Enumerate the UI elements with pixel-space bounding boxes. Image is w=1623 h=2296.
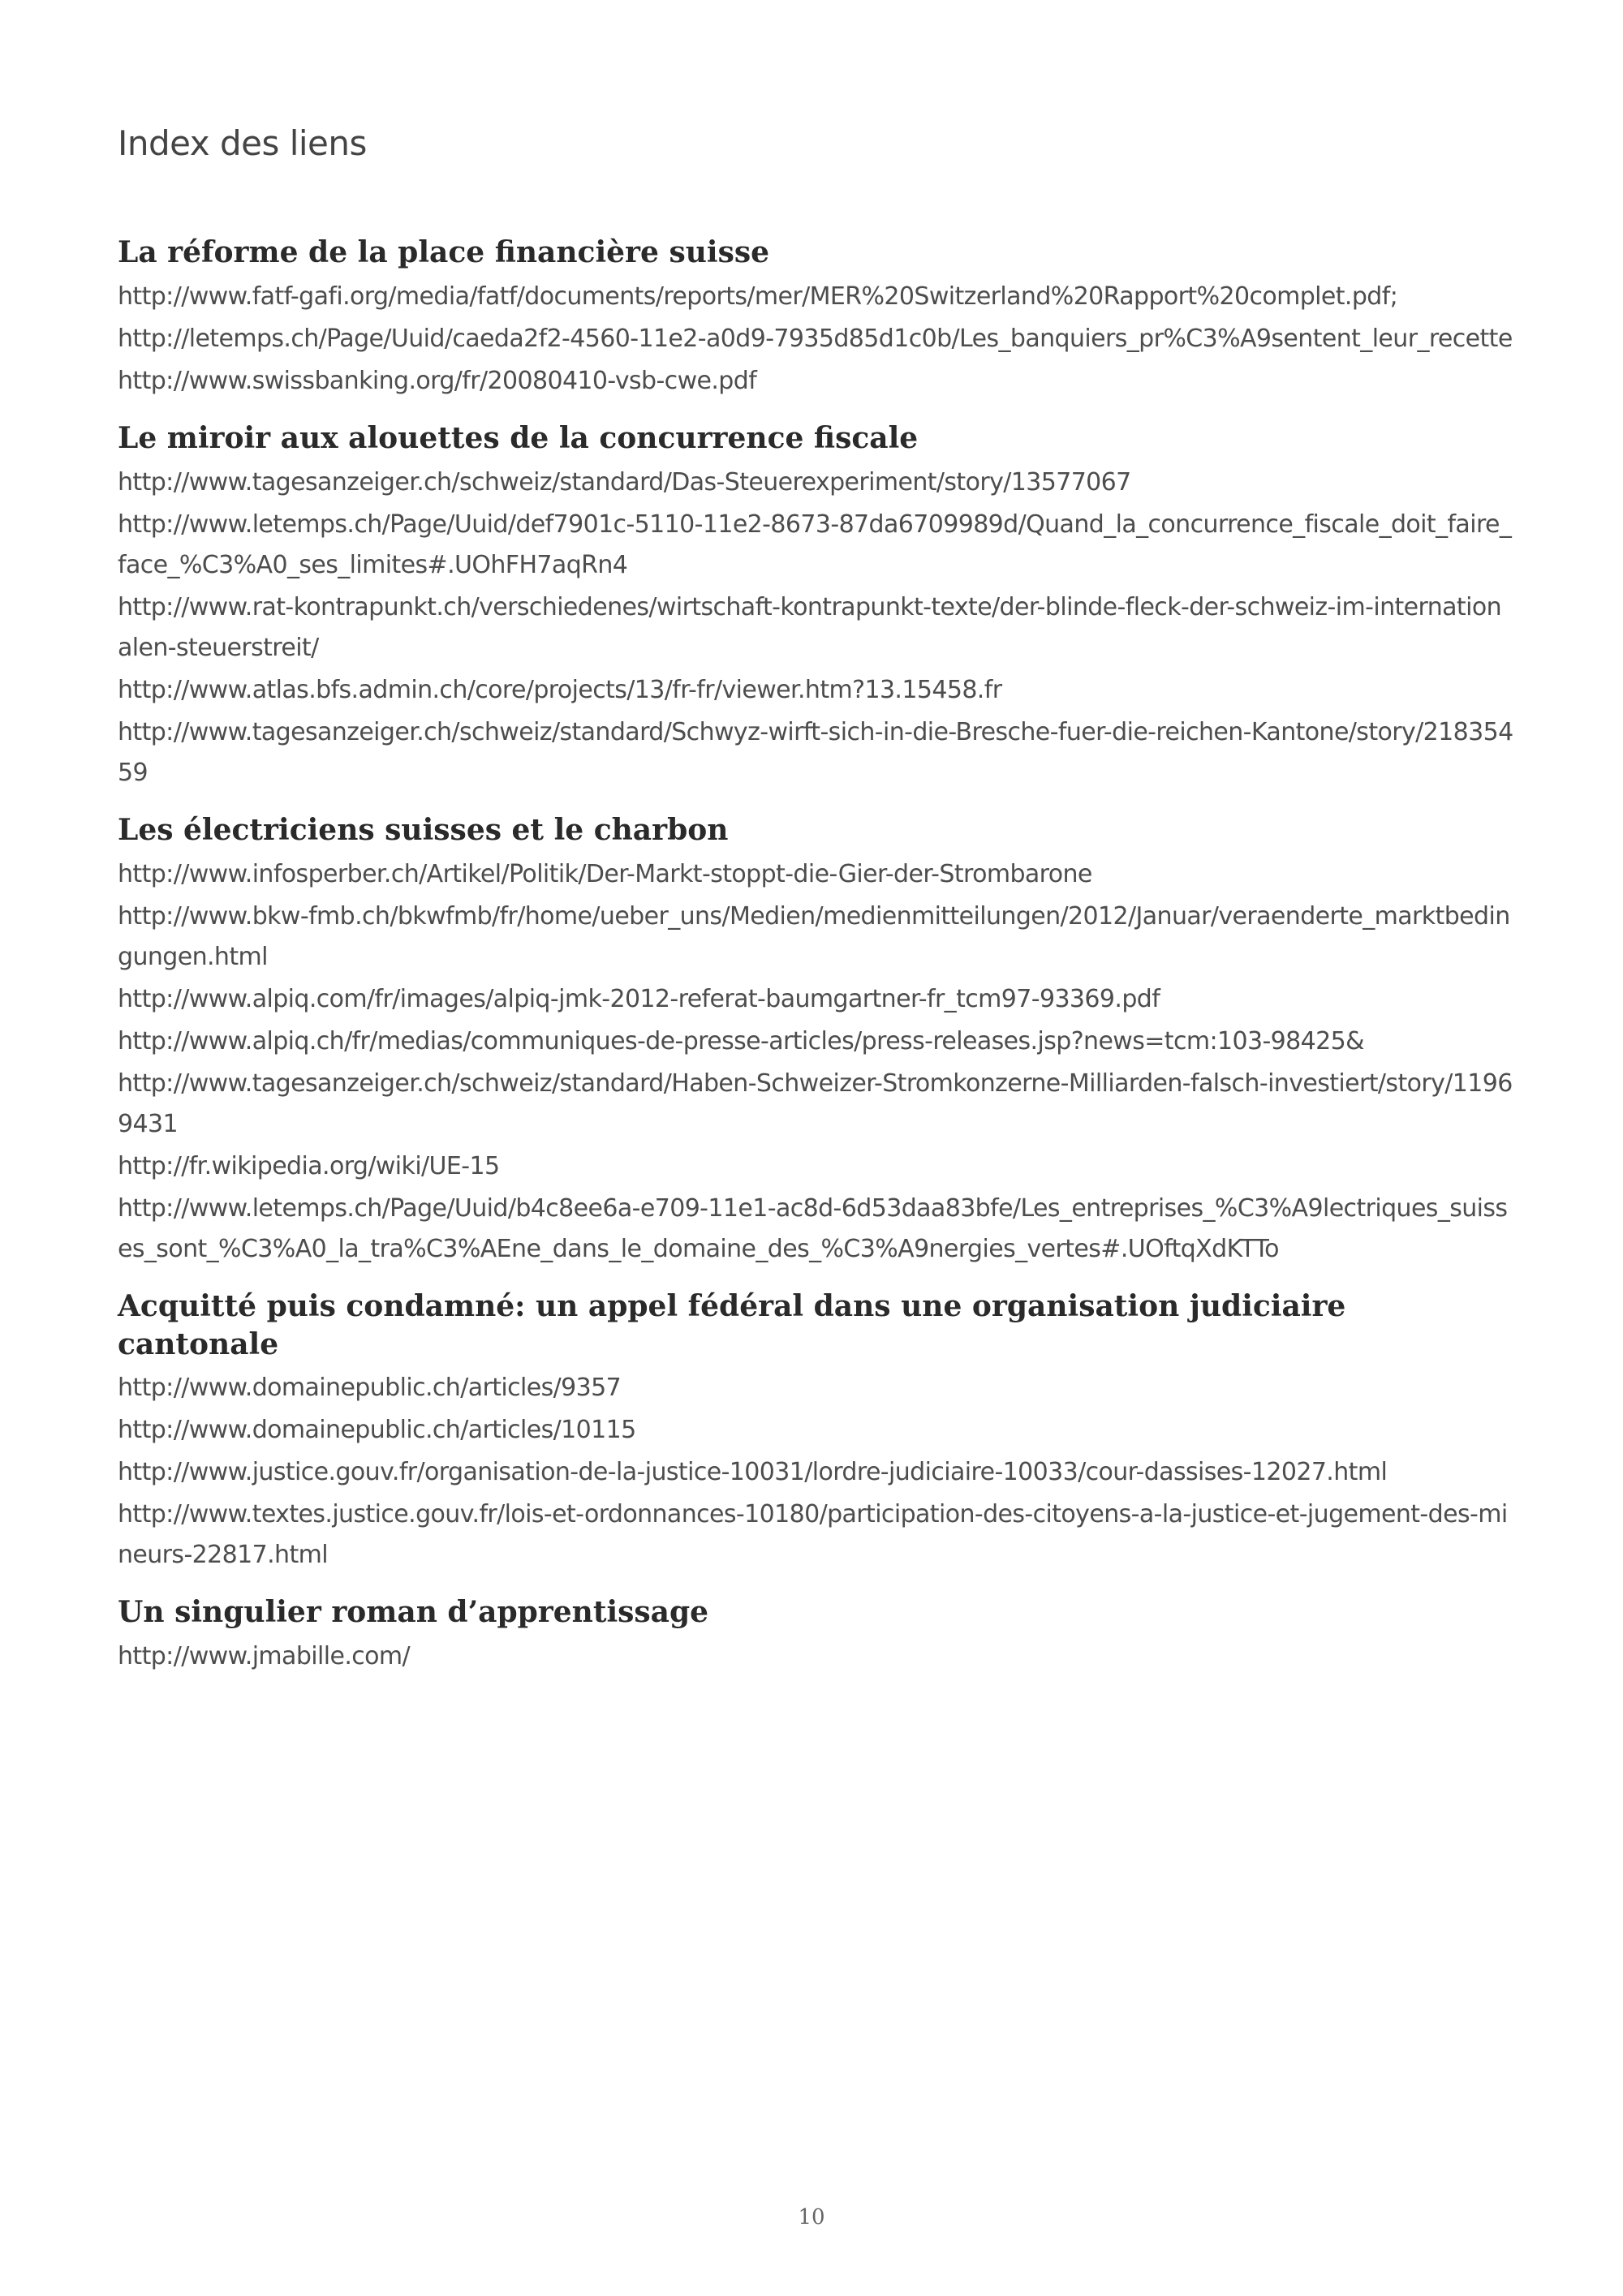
- link-item[interactable]: http://www.jmabille.com/: [118, 1642, 411, 1671]
- link-item[interactable]: http://fr.wikipedia.org/wiki/UE-15: [118, 1151, 500, 1180]
- link-section: [118, 419, 1513, 793]
- section-heading: La réforme de la place financière suisse: [118, 235, 770, 270]
- link-item[interactable]: http://www.alpiq.ch/fr/medias/communiques-de-presse-articles/press-releases.jsp?news=tcm:103-98425&: [118, 1026, 1364, 1056]
- section-heading: Un singulier roman d’apprentissage: [118, 1595, 709, 1630]
- link-item[interactable]: http://www.domainepublic.ch/articles/10115: [118, 1416, 636, 1445]
- link-item[interactable]: http://letemps.ch/Page/Uuid/caeda2f2-4560-11e2-a0d9-7935d85d1c0b/Les_banquiers_pr%C3%A9sentent_leur_recette: [118, 325, 1513, 354]
- page-number: 10: [798, 2205, 825, 2229]
- link-item[interactable]: http://www.atlas.bfs.admin.ch/core/projects/13/fr-fr/viewer.htm?13.15458.fr: [118, 675, 1002, 704]
- link-item[interactable]: http://www.justice.gouv.fr/organisation-de-la-justice-10031/lordre-judiciaire-10033/cour-dassises-12027.html: [118, 1458, 1388, 1487]
- link-list: [118, 854, 1513, 1270]
- link-section: [118, 1593, 1513, 1677]
- link-item[interactable]: http://www.swissbanking.org/fr/20080410-vsb-cwe.pdf: [118, 367, 757, 396]
- link-item[interactable]: http://www.tagesanzeiger.ch/schweiz/standard/Das-Steuerexperiment/story/13577067: [118, 467, 1131, 497]
- link-index: [118, 234, 1513, 1677]
- link-item[interactable]: http://www.letemps.ch/Page/Uuid/def7901c-5110-11e2-8673-87da6709989d/Quand_la_concurrence_fiscale_doit_faire_face_%C3%A0_ses_limites#.UOhFH7aqRn4: [118, 510, 1512, 579]
- link-item[interactable]: http://www.bkw-fmb.ch/bkwfmb/fr/home/ueber_uns/Medien/medienmitteilungen/2012/Januar/veraenderte_marktbedingungen.html: [118, 901, 1510, 971]
- link-item[interactable]: http://www.infosperber.ch/Artikel/Politik/Der-Markt-stoppt-die-Gier-der-Strombarone: [118, 859, 1092, 888]
- link-item[interactable]: http://www.tagesanzeiger.ch/schweiz/standard/Haben-Schweizer-Stromkonzerne-Milliarden-falsch-investiert/story/11969431: [118, 1068, 1513, 1138]
- link-list: [118, 462, 1513, 793]
- section-heading: Acquitté puis condamné: un appel fédéral dans une organisation judiciaire cantonale: [118, 1288, 1346, 1361]
- link-item[interactable]: http://www.textes.justice.gouv.fr/lois-et-ordonnances-10180/participation-des-citoyens-a-la-justice-et-jugement-des-mineurs-22817.html: [118, 1500, 1508, 1570]
- section-heading: Les électriciens suisses et le charbon: [118, 812, 729, 847]
- link-list: [118, 1368, 1513, 1576]
- link-section: [118, 234, 1513, 402]
- link-item[interactable]: http://www.letemps.ch/Page/Uuid/b4c8ee6a-e709-11e1-ac8d-6d53daa83bfe/Les_entreprises_%C3%A9lectriques_suisses_sont_%C3%A0_la_tra%C3%AEne_dans_le_domaine_des_%C3%A9nergies_vertes#.UOftqXdKTTo: [118, 1193, 1508, 1263]
- link-item[interactable]: http://www.alpiq.com/fr/images/alpiq-jmk-2012-referat-baumgartner-fr_tcm97-93369.pdf: [118, 984, 1160, 1013]
- link-list: [118, 1636, 1513, 1677]
- link-item[interactable]: http://www.rat-kontrapunkt.ch/verschiedenes/wirtschaft-kontrapunkt-texte/der-blinde-fleck-der-schweiz-im-internationalen-steuerstreit/: [118, 592, 1502, 662]
- page-content: [118, 123, 1513, 1695]
- page-title: Index des liens: [118, 123, 367, 163]
- link-item[interactable]: http://www.domainepublic.ch/articles/9357: [118, 1374, 622, 1403]
- section-heading: Le miroir aux alouettes de la concurrence fiscale: [118, 421, 919, 456]
- link-section: [118, 1288, 1513, 1576]
- link-item[interactable]: http://www.tagesanzeiger.ch/schweiz/standard/Schwyz-wirft-sich-in-die-Bresche-fuer-die-reichen-Kantone/story/21835459: [118, 717, 1513, 787]
- link-list: [118, 277, 1513, 402]
- link-item[interactable]: http://www.fatf-gafi.org/media/fatf/documents/reports/mer/MER%20Switzerland%20Rapport%20complet.pdf;: [118, 282, 1398, 312]
- link-section: [118, 811, 1513, 1270]
